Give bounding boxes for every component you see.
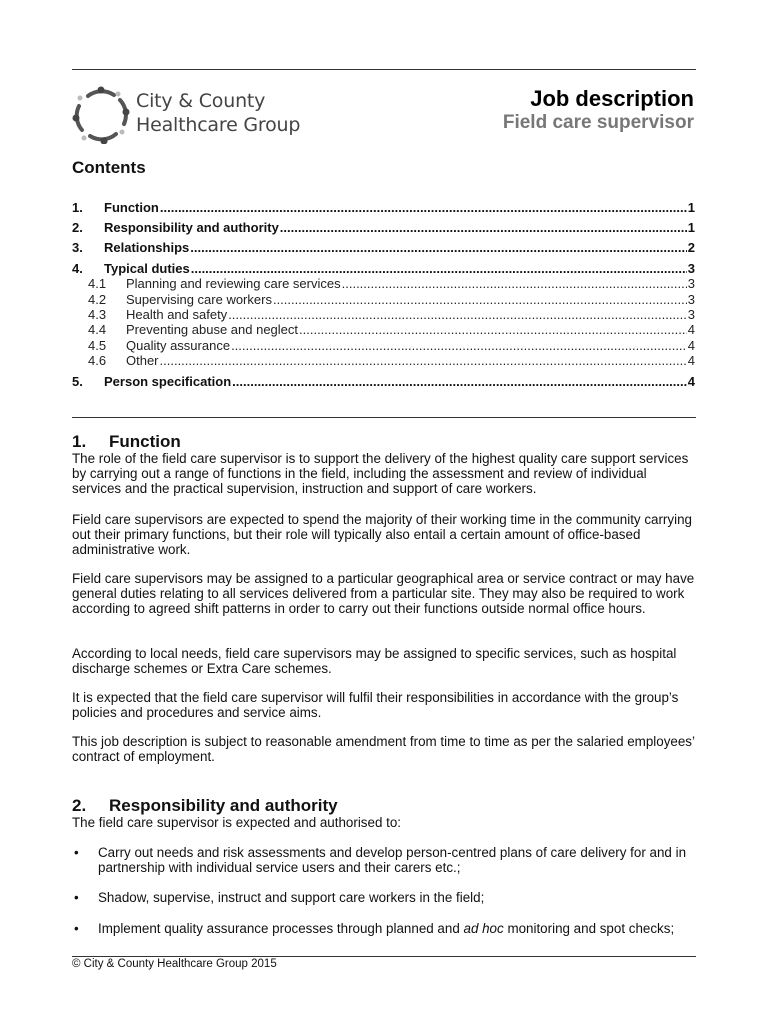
bullet-item: [72, 845, 698, 875]
toc-label: Function: [104, 200, 159, 215]
toc-page: 1: [687, 200, 695, 215]
toc-subentry[interactable]: [72, 353, 695, 368]
toc-page: 2: [687, 240, 695, 255]
toc-page: 3: [687, 276, 695, 291]
toc-leader: [280, 220, 687, 235]
toc-number: 3.: [72, 240, 83, 255]
toc-label: Typical duties: [104, 261, 190, 276]
toc-number: 4.1: [88, 276, 107, 291]
toc-page: 3: [687, 261, 695, 276]
document-subtitle: Field care supervisor: [502, 112, 694, 133]
bullet-item: [72, 921, 698, 936]
paragraph: Field care supervisors may be assigned to a particular geographical area or service contract or may have general duties relating to all services delivered from a particular site. They may also be required to work according to agreed shift patterns in order to carry out their functions outside normal office hours.: [72, 571, 695, 617]
toc-label: Health and safety: [126, 307, 228, 322]
toc-leader: [160, 200, 687, 215]
toc-label: Preventing abuse and neglect: [126, 322, 299, 337]
toc-label: Person specification: [104, 374, 232, 389]
section-heading-function: [72, 432, 181, 452]
toc-entry[interactable]: [72, 240, 695, 255]
toc-subentry[interactable]: [72, 322, 695, 337]
bullet-icon: •: [74, 921, 79, 936]
toc-number: 4.5: [88, 338, 107, 353]
toc-leader: [228, 307, 687, 322]
paragraph: According to local needs, field care supervisors may be assigned to specific services, such as hospital discharge schemes or Extra Care schemes.: [72, 646, 677, 677]
toc-page: 3: [687, 292, 695, 307]
toc-label: Responsibility and authority: [104, 220, 279, 235]
paragraph: The field care supervisor is expected and authorised to:: [72, 815, 401, 830]
toc-entry[interactable]: [72, 374, 695, 389]
brand-name-line1: City & County: [136, 90, 266, 112]
bullet-text-before: Implement quality assurance processes through planned and: [98, 921, 464, 936]
toc-entry[interactable]: [72, 220, 695, 235]
toc-subentry[interactable]: [72, 292, 695, 307]
toc-page: 4: [687, 353, 695, 368]
toc-label: Supervising care workers: [126, 292, 272, 307]
toc-entry[interactable]: [72, 261, 695, 276]
toc-leader: [190, 240, 687, 255]
toc-leader: [232, 374, 687, 389]
toc-label: Quality assurance: [126, 338, 231, 353]
toc-page: 4: [687, 322, 695, 337]
bullet-icon: •: [74, 845, 79, 860]
bullet-text: Carry out needs and risk assessments and develop person-centred plans of care delivery for and in partnership with individual service users and their carers etc.;: [98, 845, 687, 876]
toc-number: 4.4: [88, 322, 107, 337]
paragraph: Field care supervisors are expected to spend the majority of their working time in the community carrying out their primary functions, but their role will typically also entail a certain amount of office-based administrative work.: [72, 512, 692, 558]
section-title: Function: [109, 432, 181, 451]
toc-subentry[interactable]: [72, 338, 695, 353]
toc-page: 1: [687, 220, 695, 235]
contents-heading: Contents: [72, 158, 146, 177]
toc-number: 5.: [72, 374, 83, 389]
top-rule: [72, 69, 696, 70]
section-number: 2.: [72, 796, 87, 815]
section-heading-responsibility: [72, 796, 338, 816]
toc-leader: [231, 338, 687, 353]
toc-label: Planning and reviewing care services: [126, 276, 341, 291]
section-title: Responsibility and authority: [109, 796, 338, 815]
paragraph: It is expected that the field care supervisor will fulfil their responsibilities in accordance with the group’s policies and procedures and service aims.: [72, 690, 679, 721]
toc-number: 4.3: [88, 307, 107, 322]
document-title: Job description: [530, 86, 694, 111]
contents-divider: [72, 417, 696, 418]
toc-page: 4: [687, 338, 695, 353]
toc-number: 4.: [72, 261, 83, 276]
toc-number: 4.2: [88, 292, 107, 307]
toc-number: 4.6: [88, 353, 107, 368]
bullet-icon: •: [74, 890, 79, 905]
toc-entry[interactable]: [72, 200, 695, 215]
toc-page: 4: [687, 374, 695, 389]
toc-label: Relationships: [104, 240, 190, 255]
toc-label: Other: [126, 353, 159, 368]
toc-page: 3: [687, 307, 695, 322]
company-logo-icon: [70, 86, 132, 144]
toc-leader: [273, 292, 687, 307]
toc-leader: [299, 322, 687, 337]
toc-number: 1.: [72, 200, 83, 215]
bullet-text: Shadow, supervise, instruct and support care workers in the field;: [98, 890, 485, 905]
bullet-item: [72, 890, 698, 905]
bullet-text: [98, 921, 698, 936]
paragraph: This job description is subject to reasonable amendment from time to time as per the salaried employees’ contract of employment.: [72, 734, 695, 765]
toc-subentry[interactable]: [72, 276, 695, 291]
toc-leader: [191, 261, 687, 276]
toc-leader: [342, 276, 687, 291]
bullet-text-italic: ad hoc: [463, 921, 504, 936]
footer-copyright: © City & County Healthcare Group 2015: [72, 958, 277, 970]
toc-subentry[interactable]: [72, 307, 695, 322]
section-number: 1.: [72, 432, 87, 451]
footer-rule: [72, 956, 696, 957]
toc-leader: [160, 353, 687, 368]
bullet-text-after: monitoring and spot checks;: [503, 921, 675, 936]
brand-name-line2: Healthcare Group: [136, 114, 301, 136]
paragraph: The role of the field care supervisor is to support the delivery of the highest quality care support services by carrying out a range of functions in the field, including the assessment and review of individual services and the practical supervision, instruction and support of care workers.: [72, 451, 689, 497]
toc-number: 2.: [72, 220, 83, 235]
